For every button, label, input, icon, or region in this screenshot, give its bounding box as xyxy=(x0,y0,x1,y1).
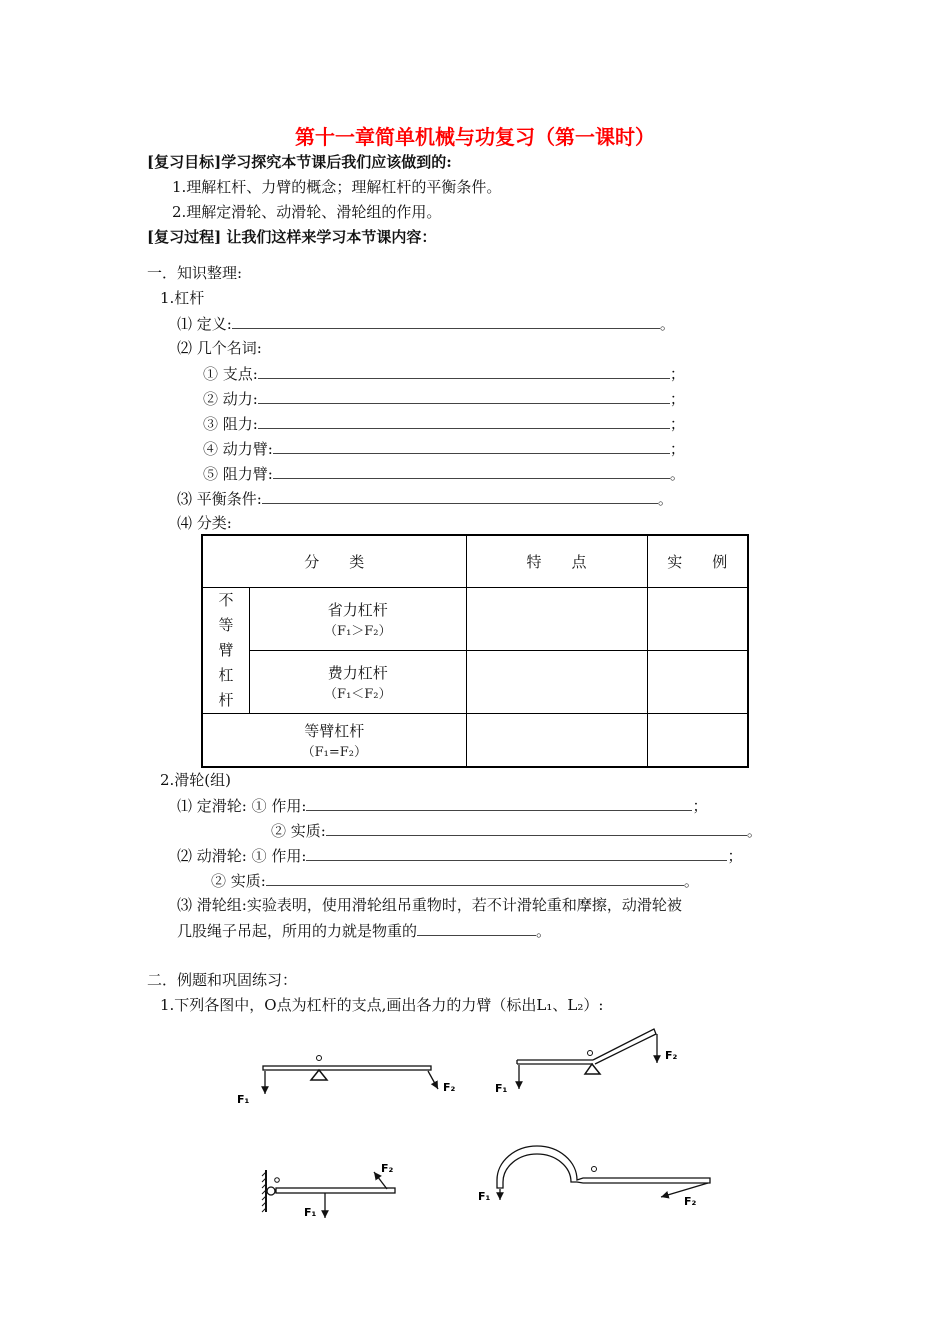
terms-heading: ⑵ 几个名词: xyxy=(177,339,262,357)
header-category: 分 类 xyxy=(202,535,466,587)
term-label-resistance-arm: ⑤ 阻力臂: xyxy=(203,465,273,483)
term-end: ； xyxy=(669,415,685,433)
term-end: ； xyxy=(669,365,685,383)
pivot-point xyxy=(588,1051,593,1056)
header-feature: 特 点 xyxy=(466,535,647,587)
lever-bar xyxy=(276,1188,395,1193)
lever-heading: 1.杠杆 xyxy=(160,289,205,307)
force-arrow-f2 xyxy=(428,1071,438,1089)
row-condition: （F₁＜F₂） xyxy=(324,686,392,702)
balance-end: 。 xyxy=(657,490,673,508)
goals-heading: [复习目标]学习探究本节课后我们应该做到的: xyxy=(147,153,452,171)
section1-heading: 一．知识整理: xyxy=(147,264,243,282)
figure-4-lever xyxy=(478,1146,710,1208)
pulley-block-text-1: ⑶ 滑轮组:实验表明，使用滑轮组吊重物时，若不计滑轮重和摩擦，动滑轮被 xyxy=(177,896,682,914)
row-name: 费力杠杆 xyxy=(327,663,388,682)
page-title: 第十一章简单机械与功复习（第一课时） xyxy=(295,125,655,149)
label-f1: F₁ xyxy=(304,1206,317,1219)
classify-label: ⑷ 分类: xyxy=(177,514,232,532)
label-f2: F₂ xyxy=(684,1195,697,1208)
term-end: 。 xyxy=(669,465,685,483)
essence-label: ② 实质: xyxy=(271,822,326,840)
definition-label: ⑴ 定义: xyxy=(177,315,232,333)
definition-end: 。 xyxy=(659,315,675,333)
process-heading: [复习过程] 让我们这样来学习本节课内容： xyxy=(147,228,437,246)
use-label: ① 作用: xyxy=(251,847,307,865)
question-1: 1.下列各图中，O点为杠杆的支点,画出各力的力臂（标出L₁、L₂）: xyxy=(160,996,604,1014)
use-label: ① 作用: xyxy=(251,797,307,815)
row-condition: （F₁=F₂） xyxy=(301,744,367,760)
figure-1-lever xyxy=(237,1056,456,1107)
curved-lever xyxy=(497,1146,710,1188)
row-name: 等臂杠杆 xyxy=(304,721,365,740)
row-end: 。 xyxy=(683,872,699,890)
goal-item-1: 1.理解杠杆、力臂的概念；理解杠杆的平衡条件。 xyxy=(172,178,502,196)
pulley-heading: 2.滑轮(组) xyxy=(160,771,232,789)
pivot-point xyxy=(317,1056,322,1061)
section2-heading: 二．例题和巩固练习： xyxy=(147,971,298,989)
label-f2: F₂ xyxy=(665,1049,678,1062)
term-label-effort: ② 动力: xyxy=(203,390,258,408)
header-example: 实 例 xyxy=(647,535,748,587)
label-f1: F₁ xyxy=(237,1093,250,1106)
term-label-resistance: ③ 阻力: xyxy=(203,415,258,433)
fixed-pulley-label: ⑴ 定滑轮: xyxy=(177,797,247,815)
label-f2: F₂ xyxy=(443,1081,456,1094)
label-f2: F₂ xyxy=(381,1162,394,1175)
goal-item-2: 2.理解定滑轮、动滑轮、滑轮组的作用。 xyxy=(172,203,442,221)
fulcrum-triangle xyxy=(585,1064,600,1074)
term-label-fulcrum: ① 支点: xyxy=(203,365,258,383)
label-f1: F₁ xyxy=(478,1190,491,1203)
row-end: ； xyxy=(692,797,708,815)
row-end: 。 xyxy=(746,822,762,840)
lever-bar xyxy=(263,1066,431,1070)
hinge xyxy=(267,1187,275,1195)
figure-2-lever xyxy=(495,1029,678,1095)
figure-3-lever xyxy=(262,1162,395,1219)
row-name: 省力杠杆 xyxy=(327,600,388,619)
movable-pulley-label: ⑵ 动滑轮: xyxy=(177,847,247,865)
lever-bar-right xyxy=(593,1029,656,1064)
term-end: ； xyxy=(669,390,685,408)
pulley-block-text-2: 几股绳子吊起，所用的力就是物重的 xyxy=(177,922,418,940)
balance-label: ⑶ 平衡条件: xyxy=(177,490,262,508)
row-end: ； xyxy=(727,847,743,865)
row-condition: （F₁＞F₂） xyxy=(324,623,392,639)
pivot-point xyxy=(592,1167,597,1172)
term-label-effort-arm: ④ 动力臂: xyxy=(203,440,273,458)
essence-label: ② 实质: xyxy=(211,872,266,890)
pivot-point xyxy=(275,1178,280,1183)
row-end: 。 xyxy=(536,922,552,940)
fulcrum-triangle xyxy=(311,1070,327,1080)
term-end: ； xyxy=(669,440,685,458)
label-f1: F₁ xyxy=(495,1082,508,1095)
unequal-arm-label: 不 等 臂 杠 杆 xyxy=(202,587,250,713)
